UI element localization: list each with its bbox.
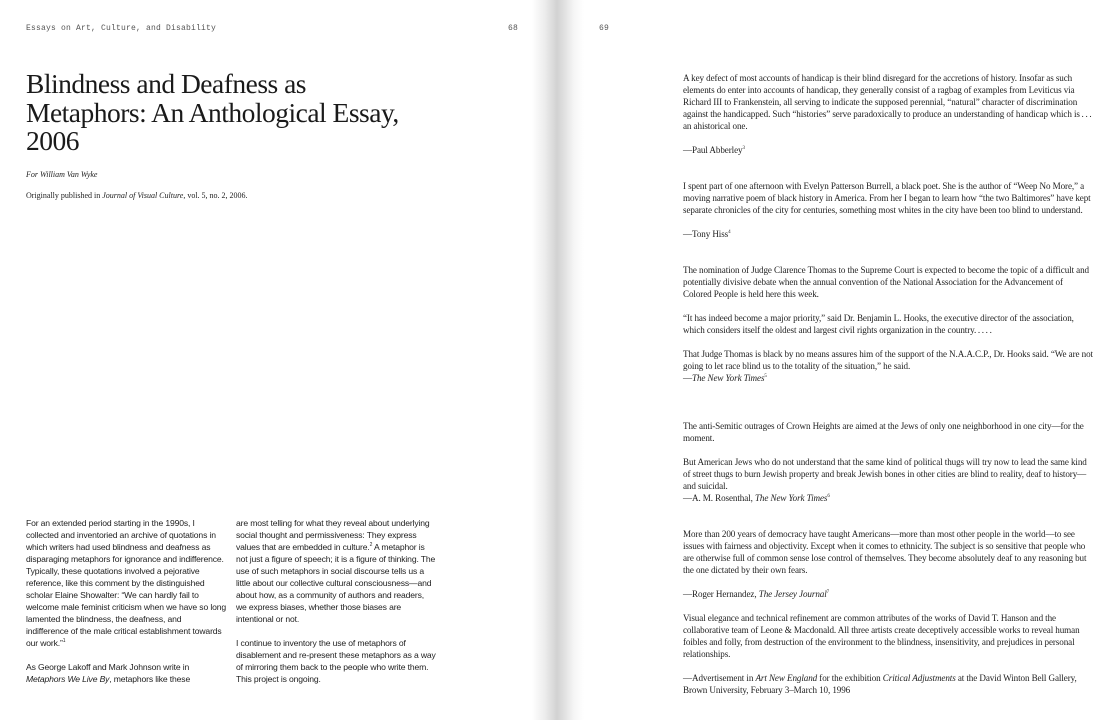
quote-source — [683, 672, 1093, 696]
quote-new-york-times-thomas — [683, 264, 1093, 384]
exhibition-name: Critical Adjustments — [882, 673, 956, 683]
essay-title — [26, 70, 486, 156]
book-gutter-shadow — [532, 0, 584, 720]
footnote-ref[interactable]: 1 — [62, 638, 66, 645]
footnote-ref[interactable]: 7 — [826, 589, 830, 595]
quote-text: Visual elegance and technical refinement are common attributes of the works of David T. Hanson and the collaborative team of Leone & Macdonald. All three artists create deceptively accessible works to reveal human foibles and folly, from destruction of the environment to the blindness, insensitivity, and prejudices in personal relationships. — [683, 613, 1080, 659]
dedication: For William Van Wyke — [26, 170, 98, 179]
title-line-1: Blindness and Deafness as — [26, 68, 307, 99]
source-name: —Paul Abberley — [683, 145, 743, 155]
quote-abberley — [683, 72, 1093, 156]
quote-text: A key defect of most accounts of handicap is their blind disregard for the accretions of history. Insofar as such elements do enter into accounts of handicap, they generally consist of a ragbag of examples from Leviticus via Richard III to Frankenstein, all serving to indicate the supposed perennial, “natural” character of discrimination against the handicapped. Such “histories” serve paradoxically to produce an understanding of handicap which is . . . an ahistorical one. — [683, 73, 1092, 131]
publication-name: Art New England — [755, 673, 818, 683]
source-name: —A. M. Rosenthal, — [683, 493, 755, 503]
quote-source — [683, 372, 1093, 384]
body-column-2 — [236, 517, 436, 697]
footnote-ref[interactable]: 6 — [827, 493, 830, 499]
source-suffix: at the David Winton Bell Gallery, Brown University, February 3–March 10, 1996 — [683, 673, 1077, 695]
quote-text: I spent part of one afternoon with Evelyn Patterson Burrell, a black poet. She is the author of “Weep No More,” a moving narrative poem of black history in America. From her I began to learn how “the two Baltimores” have kept separate chronicles of the city for centuries, something most whites in the city have been too blind to understand. — [683, 181, 1091, 215]
quote-rosenthal — [683, 420, 1093, 504]
title-line-3: 2006 — [26, 125, 79, 156]
quote-source — [683, 492, 1093, 504]
quote-hernandez — [683, 528, 1093, 600]
journal-name: Journal of Visual Culture — [102, 191, 184, 200]
source-prefix: —Advertisement in — [683, 673, 756, 683]
quote-text: But American Jews who do not understand that the same kind of political thugs will try now to lead the same kind of street thugs to burn Jewish property and break Jewish bones in other cities are blind to reality, deaf to history—and suicidal. — [683, 457, 1087, 491]
paragraph-text: are most telling for what they reveal about underlying social thought and permissiveness: They express values that are embedded in culture. — [236, 518, 430, 552]
footnote-ref[interactable]: 3 — [742, 145, 745, 151]
publication-name: The New York Times — [692, 373, 765, 383]
body-paragraph — [236, 517, 436, 625]
running-title: Essays on Art, Culture, and Disability — [26, 24, 217, 33]
source-name: —Tony Hiss — [683, 229, 729, 239]
pubnote-prefix: Originally published in — [26, 191, 103, 200]
quote-text: The nomination of Judge Clarence Thomas to the Supreme Court is expected to become the topic of a difficult and potentially divisive debate when the annual convention of the National Association for the Advancement of Colored People is held here this week. — [683, 265, 1090, 299]
paragraph-text: As George Lakoff and Mark Johnson write in — [26, 662, 190, 672]
footnote-ref[interactable]: 5 — [764, 373, 767, 379]
pubnote-suffix: , vol. 5, no. 2, 2006. — [183, 191, 248, 200]
quote-source — [683, 588, 1093, 600]
body-paragraph — [26, 661, 226, 685]
book-title: Metaphors We Live By — [26, 674, 110, 684]
quote-text: “It has indeed become a major priority,” said Dr. Benjamin L. Hooks, the executive director of the association, which considers itself the oldest and largest civil rights organization in the country. . . . . — [683, 313, 1074, 335]
quote-source — [683, 228, 1093, 240]
quote-source — [683, 144, 1093, 156]
source-middle: for the exhibition — [817, 673, 883, 683]
paragraph-text: , metaphors like these — [109, 674, 191, 684]
paragraph-text: For an extended period starting in the 1990s, I collected and inventoried an archive of quotations in which writers had used blindness and deafness as disparaging metaphors for ignorance and indifference. Typically, these quotations involved a pejorative reference, like this comment by the distinguished scholar Elaine Showalter: “We can hardly fail to welcome male feminist criticism when we have so long lamented the blindness, the deafness, and indifference of the male critical establishment towards our work.” — [26, 518, 226, 648]
left-page-number: 68 — [508, 24, 519, 33]
quote-advertisement — [683, 612, 1093, 696]
right-page-number: 69 — [599, 24, 610, 33]
publication-name: The Jersey Journal — [758, 589, 827, 599]
body-paragraph — [26, 517, 226, 649]
quote-text: That Judge Thomas is black by no means assures him of the support of the N.A.A.C.P., Dr. Hooks said. “We are not going to let race blind us to the totality of the situation,” he said. — [683, 349, 1093, 371]
publication-name: The New York Times — [754, 493, 828, 503]
quote-hiss — [683, 180, 1093, 240]
publication-note — [26, 191, 248, 200]
quote-text: More than 200 years of democracy have taught Americans—more than most other people in the world—to see issues with fairness and objectivity. Except when it comes to ethnicity. The subject is so sensitive that people who are otherwise full of common sense lose control of themselves. They become absolutely deaf to any reasoning but the one dictated by their own fears. — [683, 529, 1087, 575]
title-line-2: Metaphors: An Anthological Essay, — [26, 96, 399, 128]
quote-text: The anti-Semitic outrages of Crown Heights are aimed at the Jews of only one neighborhood in one city—for the moment. — [683, 421, 1084, 443]
source-dash: — — [683, 373, 692, 383]
body-paragraph: I continue to inventory the use of metaphors of disablement and re-present these metaphors as a way of mirroring them back to the people who write them. This project is ongoing. — [236, 638, 436, 684]
body-column-1 — [26, 517, 226, 697]
paragraph-text: A metaphor is not just a figure of speech; it is a figure of thinking. The use of such metaphors in social discourse tells us a little about our collective cultural consciousness—and about how, as a community of authors and readers, we express biases, whether those biases are intentional or not. — [236, 542, 436, 624]
source-name: —Roger Hernandez, — [683, 589, 759, 599]
footnote-ref[interactable]: 2 — [369, 542, 373, 549]
footnote-ref[interactable]: 4 — [728, 229, 731, 235]
